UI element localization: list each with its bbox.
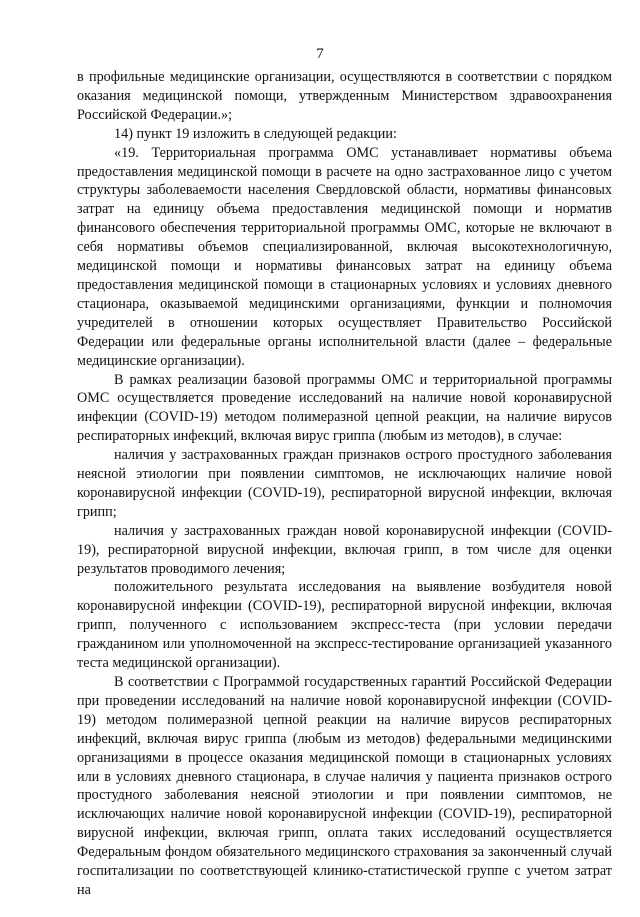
page-number: 7 bbox=[316, 46, 324, 62]
paragraph-continuation: в профильные медицинские организации, осуществляются в соответствии с порядком оказания медицинской помощи, утвержденным Министерством здравоохранения Российской Федерации.»; bbox=[77, 69, 612, 123]
paragraph-covid-testing: В рамках реализации базовой программы ОМС и территориальной программы ОМС осуществляется проведение исследований на наличие новой коронавирусной инфекции (COVID-19) методом полимеразной цепной реакции, на наличие вирусов респираторных инфекций, включая вирус гриппа (любым из методов), в случае: bbox=[77, 371, 612, 445]
body-text bbox=[77, 68, 612, 900]
paragraph-case-infection: наличия у застрахованных граждан новой коронавирусной инфекции (COVID-19), респираторной вирусной инфекции, включая грипп, в том числе для оценки результатов проводимого лечения; bbox=[77, 522, 612, 577]
paragraph-federal-payment: В соответствии с Программой государственных гарантий Российской Федерации при проведении исследований на наличие новой коронавирусной инфекции (COVID-19) методом полимеразной цепной реакции на наличие вирусов респираторных инфекций, включая вирус гриппа (любым из методов) федеральными медицинскими организациями в процессе оказания медицинской помощи в стационарных условиях или в условиях дневного стационара, в случае наличия у пациента признаков острого простудного заболевания неясной этиологии и при появлении симптомов, не исключающих наличие новой коронавирусной инфекции (COVID-19), респираторной вирусной инфекции, включая грипп, оплата таких исследований осуществляется Федеральным фондом обязательного медицинского страхования за законченный случай госпитализации по соответствующей клинико-статистической группе с учетом затрат на bbox=[77, 674, 612, 898]
paragraph-case-symptoms: наличия у застрахованных граждан признаков острого простудного заболевания неясной этиологии при появлении симптомов, не исключающих наличие новой коронавирусной инфекции (COVID-19), респираторной вирусной инфекции, включая грипп; bbox=[77, 447, 612, 520]
paragraph-case-express-test: положительного результата исследования на выявление возбудителя новой коронавирусной инфекции (COVID-19), респираторной вирусной инфекции, включая грипп, полученного с использованием экспресс-теста (при условии передачи гражданином или уполномоченной на экспресс-тестирование организацией указанного теста медицинской организации). bbox=[77, 579, 612, 672]
paragraph-amendment-14: 14) пункт 19 изложить в следующей редакции: bbox=[114, 125, 397, 142]
paragraph-item-19: «19. Территориальная программа ОМС устанавливает нормативы объема предоставления медицинской помощи в расчете на одно застрахованное лицо с учетом структуры заболеваемости населения Свердловской области, нормативы финансовых затрат на единицу объема предоставления медицинской помощи и норматив финансового обеспечения территориальной программы ОМС, которые не включают в себя нормативы объемов специализированной, включая высокотехнологичную, медицинской помощи и нормативы финансовых затрат на единицу объема предоставления медицинской помощи в стационарных условиях и условиях дневного стационара, оказываемой медицинскими организациями, функции и полномочия учредителей в отношении которых осуществляет Правительство Российской Федерации или федеральные органы исполнительной власти (далее – федеральные медицинские организации). bbox=[77, 144, 612, 369]
